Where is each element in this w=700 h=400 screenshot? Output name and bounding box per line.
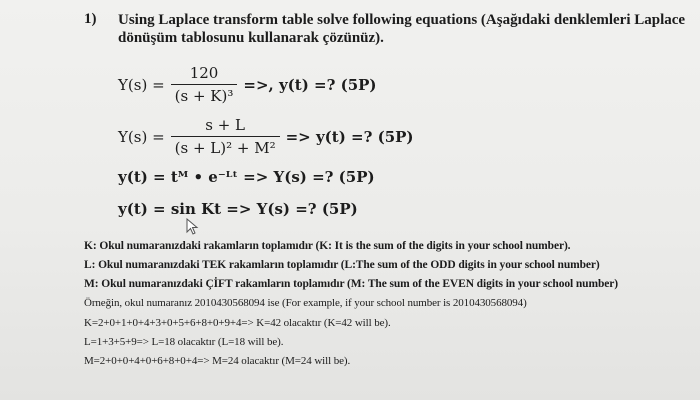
equation-4: y(t) = sin Kt => Y(s) =? (5P) <box>118 200 358 218</box>
equation-1-numerator: 120 <box>189 64 219 82</box>
equation-2-denominator: (s + L)² + M² <box>171 136 280 157</box>
mouse-cursor-icon <box>186 218 200 236</box>
question-title <box>118 11 685 47</box>
definition-l: L: Okul numaranızdaki TEK rakamların toplamıdır (L:The sum of the ODD digits in your school number) <box>84 259 600 271</box>
equation-2-fraction <box>171 116 280 157</box>
equation-2-rhs: => y(t) =? (5P) <box>285 127 414 146</box>
equation-2-numerator: s + L <box>205 116 245 134</box>
equation-1-fraction <box>171 64 238 105</box>
question-title-line1: Using Laplace transform table solve following equations (Aşağıdaki denklemleri Laplace <box>118 12 686 28</box>
equation-2 <box>118 116 414 157</box>
definition-k: K: Okul numaranızdaki rakamların toplamıdır (K: It is the sum of the digits in your school number). <box>84 240 571 252</box>
question-number: 1) <box>84 11 97 27</box>
equation-2-lhs: Y(s) = <box>118 127 165 146</box>
example-intro: Örneğin, okul numaranız 2010430568094 ise (For example, if your school number is 2010430568094) <box>84 297 527 309</box>
equation-1-rhs: =>, y(t) =? (5P) <box>243 75 377 94</box>
example-k-calculation: K=2+0+1+0+4+3+0+5+6+8+0+9+4=> K=42 olacaktır (K=42 will be). <box>84 317 391 329</box>
example-l-calculation: L=1+3+5+9=> L=18 olacaktır (L=18 will be). <box>84 336 284 348</box>
equation-1 <box>118 64 377 105</box>
equation-3: y(t) = tᴹ • e⁻ᴸᵗ => Y(s) =? (5P) <box>118 168 375 186</box>
question-title-line2: dönüşüm tablosunu kullanarak çözünüz). <box>118 30 384 46</box>
equation-1-lhs: Y(s) = <box>118 75 165 94</box>
example-m-calculation: M=2+0+0+4+0+6+8+0+4=> M=24 olacaktır (M=24 will be). <box>84 355 351 367</box>
equation-1-denominator: (s + K)³ <box>171 84 238 105</box>
definition-m: M: Okul numaranızdaki ÇİFT rakamların toplamıdır (M: The sum of the EVEN digits in your school number) <box>84 278 618 290</box>
